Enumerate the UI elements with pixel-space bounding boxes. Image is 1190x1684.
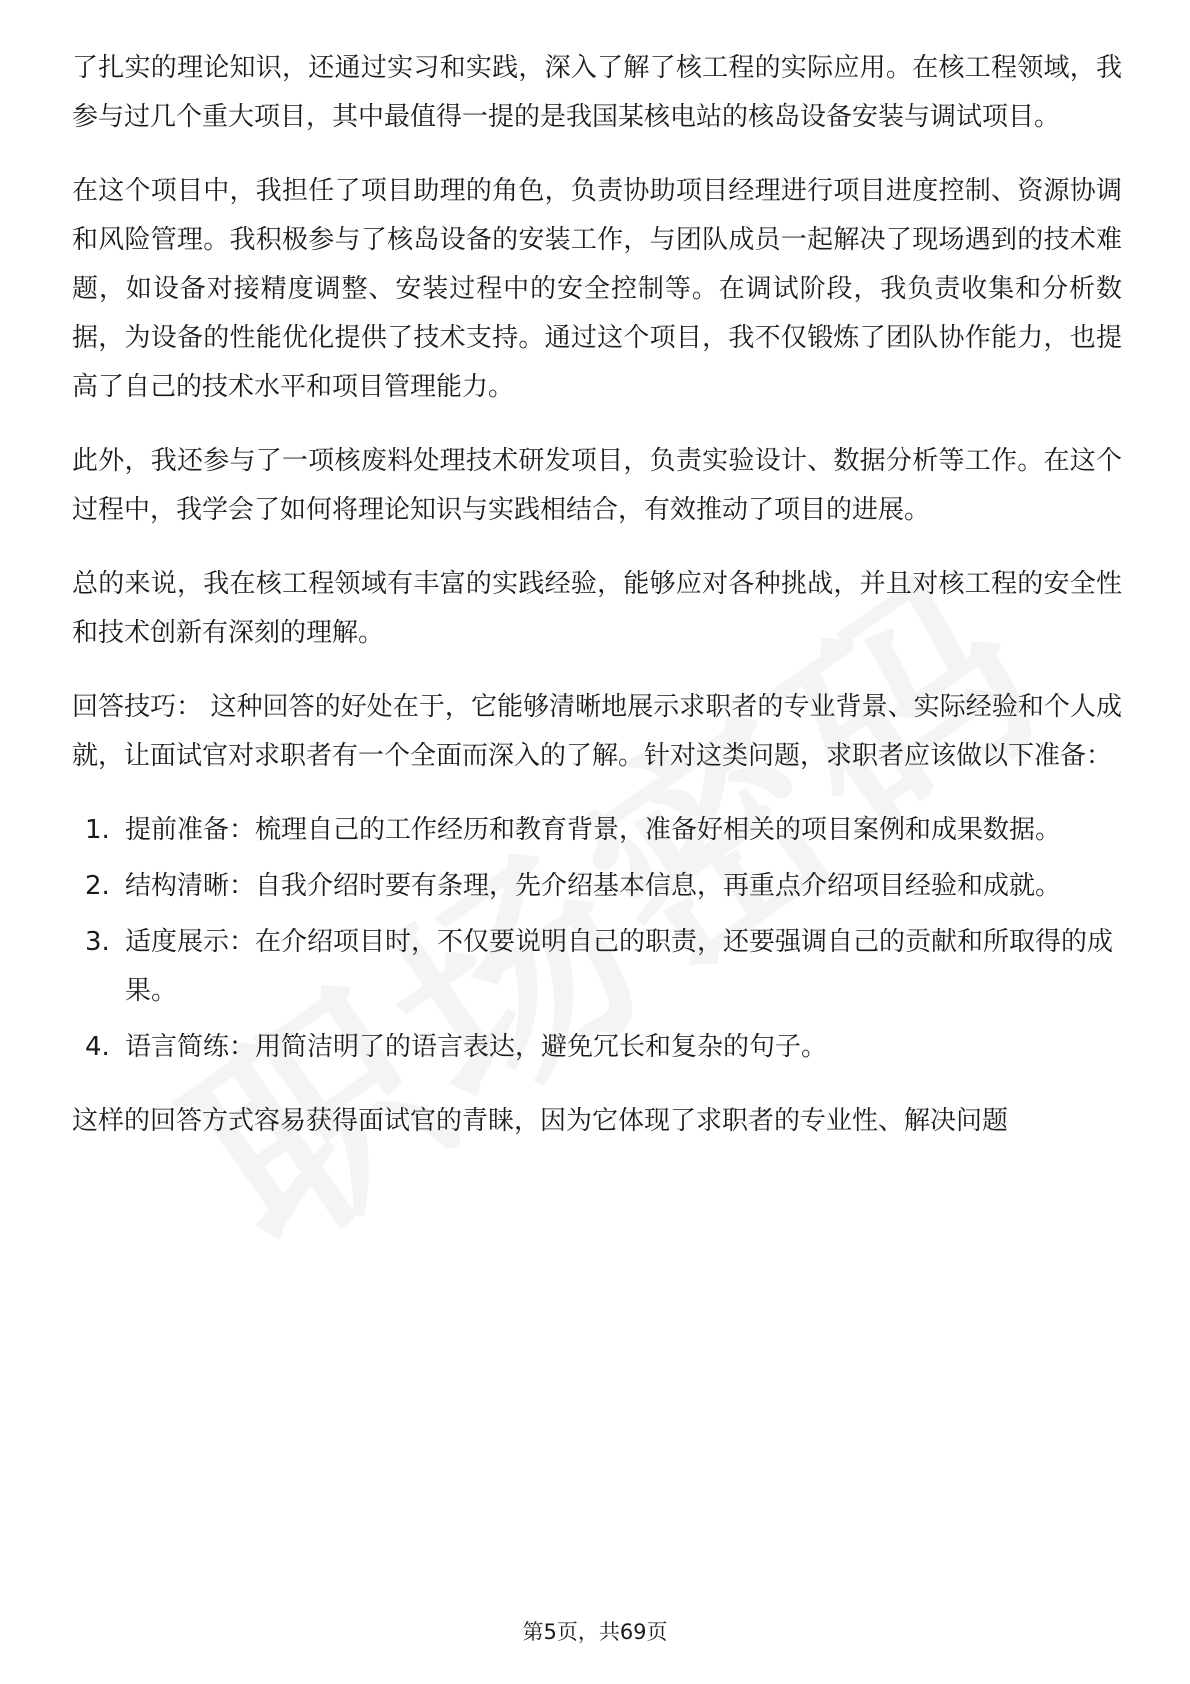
list-item-number: 3. [85, 927, 110, 957]
list-item-number: 4. [85, 1032, 110, 1062]
tips-list [72, 806, 1122, 1072]
list-item-text: 适度展示：在介绍项目时，不仅要说明自己的职责，还要强调自己的贡献和所取得的成果。 [125, 927, 1114, 1006]
paragraph: 了扎实的理论知识，还通过实习和实践，深入了解了核工程的实际应用。在核工程领域，我参与过几个重大项目，其中最值得一提的是我国某核电站的核岛设备安装与调试项目。 [72, 53, 1122, 132]
list-item [72, 1023, 1122, 1072]
list-item-number: 1. [85, 815, 110, 845]
list-item [72, 806, 1122, 855]
paragraph: 在这个项目中，我担任了项目助理的角色，负责协助项目经理进行项目进度控制、资源协调和风险管理。我积极参与了核岛设备的安装工作，与团队成员一起解决了现场遇到的技术难题，如设备对接精度调整、安装过程中的安全控制等。在调试阶段，我负责收集和分析数据，为设备的性能优化提供了技术支持。通过这个项目，我不仅锻炼了团队协作能力，也提高了自己的技术水平和项目管理能力。 [72, 176, 1122, 402]
list-item [72, 862, 1122, 911]
list-item [72, 918, 1122, 1016]
paragraph: 回答技巧： 这种回答的好处在于，它能够清晰地展示求职者的专业背景、实际经验和个人成就，让面试官对求职者有一个全面而深入的了解。针对这类问题，求职者应该做以下准备： [72, 692, 1122, 771]
closing-paragraph: 这样的回答方式容易获得面试官的青睐，因为它体现了求职者的专业性、解决问题 [72, 1106, 1009, 1136]
document-body [72, 44, 1122, 1171]
paragraph: 总的来说，我在核工程领域有丰富的实践经验，能够应对各种挑战，并且对核工程的安全性和技术创新有深刻的理解。 [72, 569, 1122, 648]
list-item-text: 提前准备：梳理自己的工作经历和教育背景，准备好相关的项目案例和成果数据。 [125, 815, 1062, 845]
page-number: 第5页，共69页 [522, 1620, 668, 1644]
list-item-number: 2. [85, 871, 110, 901]
paragraph: 此外，我还参与了一项核废料处理技术研发项目，负责实验设计、数据分析等工作。在这个过程中，我学会了如何将理论知识与实践相结合，有效推动了项目的进展。 [72, 446, 1122, 525]
list-item-text: 语言简练：用简洁明了的语言表达，避免冗长和复杂的句子。 [125, 1032, 828, 1062]
list-item-text: 结构清晰：自我介绍时要有条理，先介绍基本信息，再重点介绍项目经验和成就。 [125, 871, 1062, 901]
